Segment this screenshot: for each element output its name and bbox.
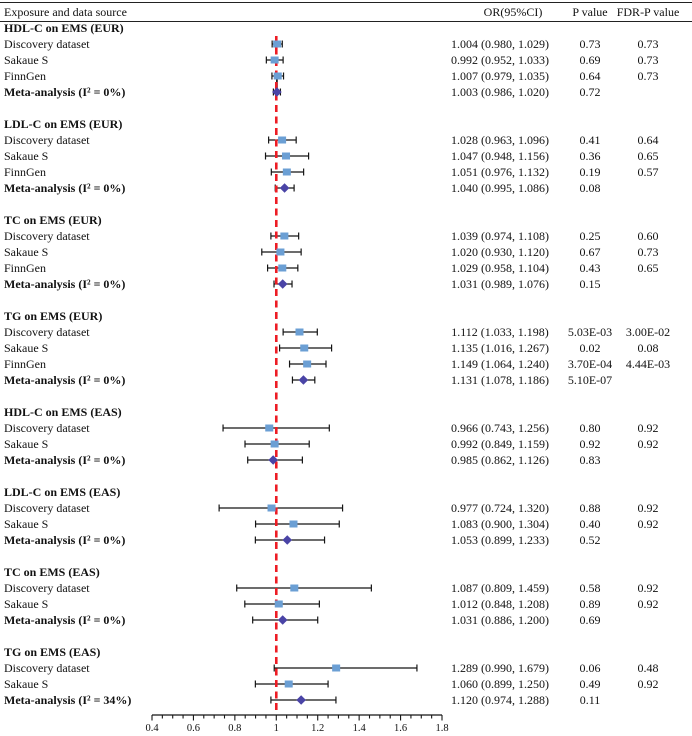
table-row (0, 148, 692, 164)
or-ci-value: 0.992 (0.952, 1.033) (451, 53, 549, 67)
table-row (0, 180, 692, 196)
column-header-p: P value (572, 5, 608, 19)
exposure-label: FinnGen (4, 357, 46, 371)
p-value: 0.73 (579, 37, 601, 51)
or-ci-value: 1.131 (1.078, 1.186) (451, 373, 549, 387)
fdr-p-value: 0.65 (637, 261, 659, 275)
exposure-label: Discovery dataset (4, 421, 90, 435)
exposure-label: FinnGen (4, 69, 46, 83)
table-row (0, 228, 692, 244)
exposure-label: Meta-analysis (I² = 0%) (4, 85, 126, 99)
exposure-label: Sakaue S (4, 437, 49, 451)
p-value: 0.64 (579, 69, 601, 83)
or-ci-value: 1.051 (0.976, 1.132) (451, 165, 549, 179)
group-title-label: LDL-C on EMS (EUR) (4, 117, 123, 131)
fdr-p-value (613, 372, 683, 388)
table-row (0, 660, 692, 676)
fdr-p-value (613, 84, 683, 100)
or-ci-value: 1.031 (0.886, 1.200) (451, 613, 549, 627)
or-ci-value: 1.060 (0.899, 1.250) (451, 677, 549, 691)
table-row (0, 452, 692, 468)
p-value: 0.41 (579, 133, 601, 147)
x-axis-tick-label: 1.4 (352, 723, 366, 734)
group-title-label: HDL-C on EMS (EUR) (4, 21, 124, 35)
p-value: 0.88 (579, 501, 601, 515)
fdr-p-value: 0.92 (637, 421, 659, 435)
table-row (0, 676, 692, 692)
group-title-label: HDL-C on EMS (EAS) (4, 405, 122, 419)
table-row (0, 692, 692, 708)
or-ci-value: 0.985 (0.862, 1.126) (451, 453, 549, 467)
fdr-p-value (613, 532, 683, 548)
or-ci-value: 1.149 (1.064, 1.240) (451, 357, 549, 371)
group-title-label: TC on EMS (EAS) (4, 565, 100, 579)
group-title (0, 116, 692, 132)
p-value: 0.43 (579, 261, 601, 275)
fdr-p-value (613, 180, 683, 196)
or-ci-value: 0.992 (0.849, 1.159) (451, 437, 549, 451)
p-value: 0.11 (579, 693, 601, 707)
p-value: 0.08 (579, 181, 601, 195)
exposure-label: Discovery dataset (4, 229, 90, 243)
or-ci-value: 1.135 (1.016, 1.267) (451, 341, 549, 355)
exposure-label: Meta-analysis (I² = 0%) (4, 277, 126, 291)
exposure-label: Meta-analysis (I² = 0%) (4, 613, 126, 627)
table-row (0, 436, 692, 452)
p-value: 0.06 (579, 661, 601, 675)
fdr-p-value: 0.92 (637, 597, 659, 611)
table-row (0, 164, 692, 180)
exposure-label: Meta-analysis (I² = 0%) (4, 453, 126, 467)
fdr-p-value: 0.64 (637, 133, 659, 147)
group-title (0, 212, 692, 228)
or-ci-value: 1.083 (0.900, 1.304) (451, 517, 549, 531)
column-header-fdr: FDR-P value (616, 5, 680, 19)
table-row (0, 612, 692, 628)
p-value: 0.49 (579, 677, 601, 691)
p-value: 0.89 (579, 597, 601, 611)
or-ci-value: 1.039 (0.974, 1.108) (451, 229, 549, 243)
table-row (0, 532, 692, 548)
or-ci-value: 1.003 (0.986, 1.020) (451, 85, 549, 99)
fdr-p-value: 0.73 (637, 37, 659, 51)
x-axis-tick-label: 0.8 (228, 723, 242, 734)
table-row (0, 420, 692, 436)
group-title (0, 484, 692, 500)
p-value: 0.80 (579, 421, 601, 435)
or-ci-value: 0.977 (0.724, 1.320) (451, 501, 549, 515)
group-title (0, 564, 692, 580)
or-ci-value: 1.053 (0.899, 1.233) (451, 533, 549, 547)
or-ci-value: 1.012 (0.848, 1.208) (451, 597, 549, 611)
or-ci-value: 1.029 (0.958, 1.104) (451, 261, 549, 275)
table-row (0, 68, 692, 84)
fdr-p-value: 0.57 (637, 165, 659, 179)
fdr-p-value: 0.92 (637, 677, 659, 691)
table-row (0, 244, 692, 260)
p-value: 0.67 (579, 245, 601, 259)
exposure-label: Sakaue S (4, 245, 49, 259)
fdr-p-value: 0.73 (637, 245, 659, 259)
x-axis-tick-label: 0.4 (145, 723, 159, 734)
group-title-label: TG on EMS (EUR) (4, 309, 103, 323)
p-value: 0.36 (579, 149, 601, 163)
or-ci-value: 1.047 (0.948, 1.156) (451, 149, 549, 163)
group-title-label: TG on EMS (EAS) (4, 645, 101, 659)
fdr-p-value: 0.92 (637, 517, 659, 531)
table-row (0, 84, 692, 100)
or-ci-value: 1.031 (0.989, 1.076) (451, 277, 549, 291)
exposure-label: Discovery dataset (4, 581, 90, 595)
table-row (0, 132, 692, 148)
exposure-label: Discovery dataset (4, 325, 90, 339)
or-ci-value: 1.112 (1.033, 1.198) (451, 325, 549, 339)
table-row (0, 372, 692, 388)
exposure-label: Discovery dataset (4, 133, 90, 147)
p-value: 0.58 (579, 581, 601, 595)
p-value: 0.69 (579, 53, 601, 67)
or-ci-value: 1.028 (0.963, 1.096) (451, 133, 549, 147)
group-title-label: LDL-C on EMS (EAS) (4, 485, 121, 499)
fdr-p-value: 0.92 (637, 437, 659, 451)
table-row (0, 580, 692, 596)
exposure-label: Discovery dataset (4, 501, 90, 515)
p-value: 5.10E-07 (567, 373, 613, 387)
table-row (0, 276, 692, 292)
p-value: 0.92 (579, 437, 601, 451)
exposure-label: Sakaue S (4, 341, 49, 355)
or-ci-value: 1.007 (0.979, 1.035) (451, 69, 549, 83)
fdr-p-value: 0.60 (637, 229, 659, 243)
group-title-label: TC on EMS (EUR) (4, 213, 102, 227)
exposure-label: FinnGen (4, 165, 46, 179)
x-axis-tick-label: 1.2 (311, 723, 325, 734)
table-row (0, 356, 692, 372)
exposure-label: Discovery dataset (4, 661, 90, 675)
table-row (0, 516, 692, 532)
exposure-label: Meta-analysis (I² = 0%) (4, 373, 126, 387)
p-value: 0.83 (579, 453, 601, 467)
fdr-p-value: 0.92 (637, 501, 659, 515)
or-ci-value: 0.966 (0.743, 1.256) (451, 421, 549, 435)
column-header-or: OR(95%CI) (483, 5, 543, 19)
p-value: 3.70E-04 (567, 357, 613, 371)
p-value: 0.19 (579, 165, 601, 179)
table-row (0, 52, 692, 68)
exposure-label: Meta-analysis (I² = 0%) (4, 533, 126, 547)
x-axis-tick-label: 1.8 (435, 723, 449, 734)
table-row (0, 596, 692, 612)
table-row (0, 324, 692, 340)
fdr-p-value: 0.08 (637, 341, 659, 355)
table-row (0, 340, 692, 356)
fdr-p-value (613, 276, 683, 292)
fdr-p-value: 0.92 (637, 581, 659, 595)
fdr-p-value: 0.48 (637, 661, 659, 675)
exposure-label: Sakaue S (4, 597, 49, 611)
table-row (0, 260, 692, 276)
x-axis-tick-label: 1 (273, 723, 279, 734)
exposure-label: Meta-analysis (I² = 0%) (4, 181, 126, 195)
exposure-label: Sakaue S (4, 53, 49, 67)
group-title (0, 20, 692, 36)
table-row (0, 36, 692, 52)
p-value: 0.52 (579, 533, 601, 547)
fdr-p-value: 3.00E-02 (625, 325, 671, 339)
p-value: 0.15 (579, 277, 601, 291)
exposure-label: FinnGen (4, 261, 46, 275)
or-ci-value: 1.004 (0.980, 1.029) (451, 37, 549, 51)
or-ci-value: 1.040 (0.995, 1.086) (451, 181, 549, 195)
group-title (0, 308, 692, 324)
or-ci-value: 1.087 (0.809, 1.459) (451, 581, 549, 595)
exposure-label: Sakaue S (4, 149, 49, 163)
fdr-p-value (613, 692, 683, 708)
table-row (0, 500, 692, 516)
fdr-p-value: 4.44E-03 (625, 357, 671, 371)
or-ci-value: 1.020 (0.930, 1.120) (451, 245, 549, 259)
fdr-p-value: 0.73 (637, 53, 659, 67)
fdr-p-value: 0.65 (637, 149, 659, 163)
p-value: 0.02 (579, 341, 601, 355)
exposure-label: Discovery dataset (4, 37, 90, 51)
x-axis (145, 715, 448, 734)
fdr-p-value: 0.73 (637, 69, 659, 83)
exposure-label: Sakaue S (4, 677, 49, 691)
p-value: 0.69 (579, 613, 601, 627)
exposure-label: Sakaue S (4, 517, 49, 531)
fdr-p-value (613, 612, 683, 628)
x-axis-tick-label: 1.6 (394, 723, 408, 734)
exposure-label: Meta-analysis (I² = 34%) (4, 693, 132, 707)
p-value: 0.72 (579, 85, 601, 99)
p-value: 0.25 (579, 229, 601, 243)
fdr-p-value (613, 452, 683, 468)
group-title (0, 644, 692, 660)
or-ci-value: 1.120 (0.974, 1.288) (451, 693, 549, 707)
p-value: 0.40 (579, 517, 601, 531)
column-header-exposure: Exposure and data source (4, 5, 127, 19)
group-title (0, 404, 692, 420)
x-axis-tick-label: 0.6 (186, 723, 200, 734)
or-ci-value: 1.289 (0.990, 1.679) (451, 661, 549, 675)
p-value: 5.03E-03 (567, 325, 613, 339)
